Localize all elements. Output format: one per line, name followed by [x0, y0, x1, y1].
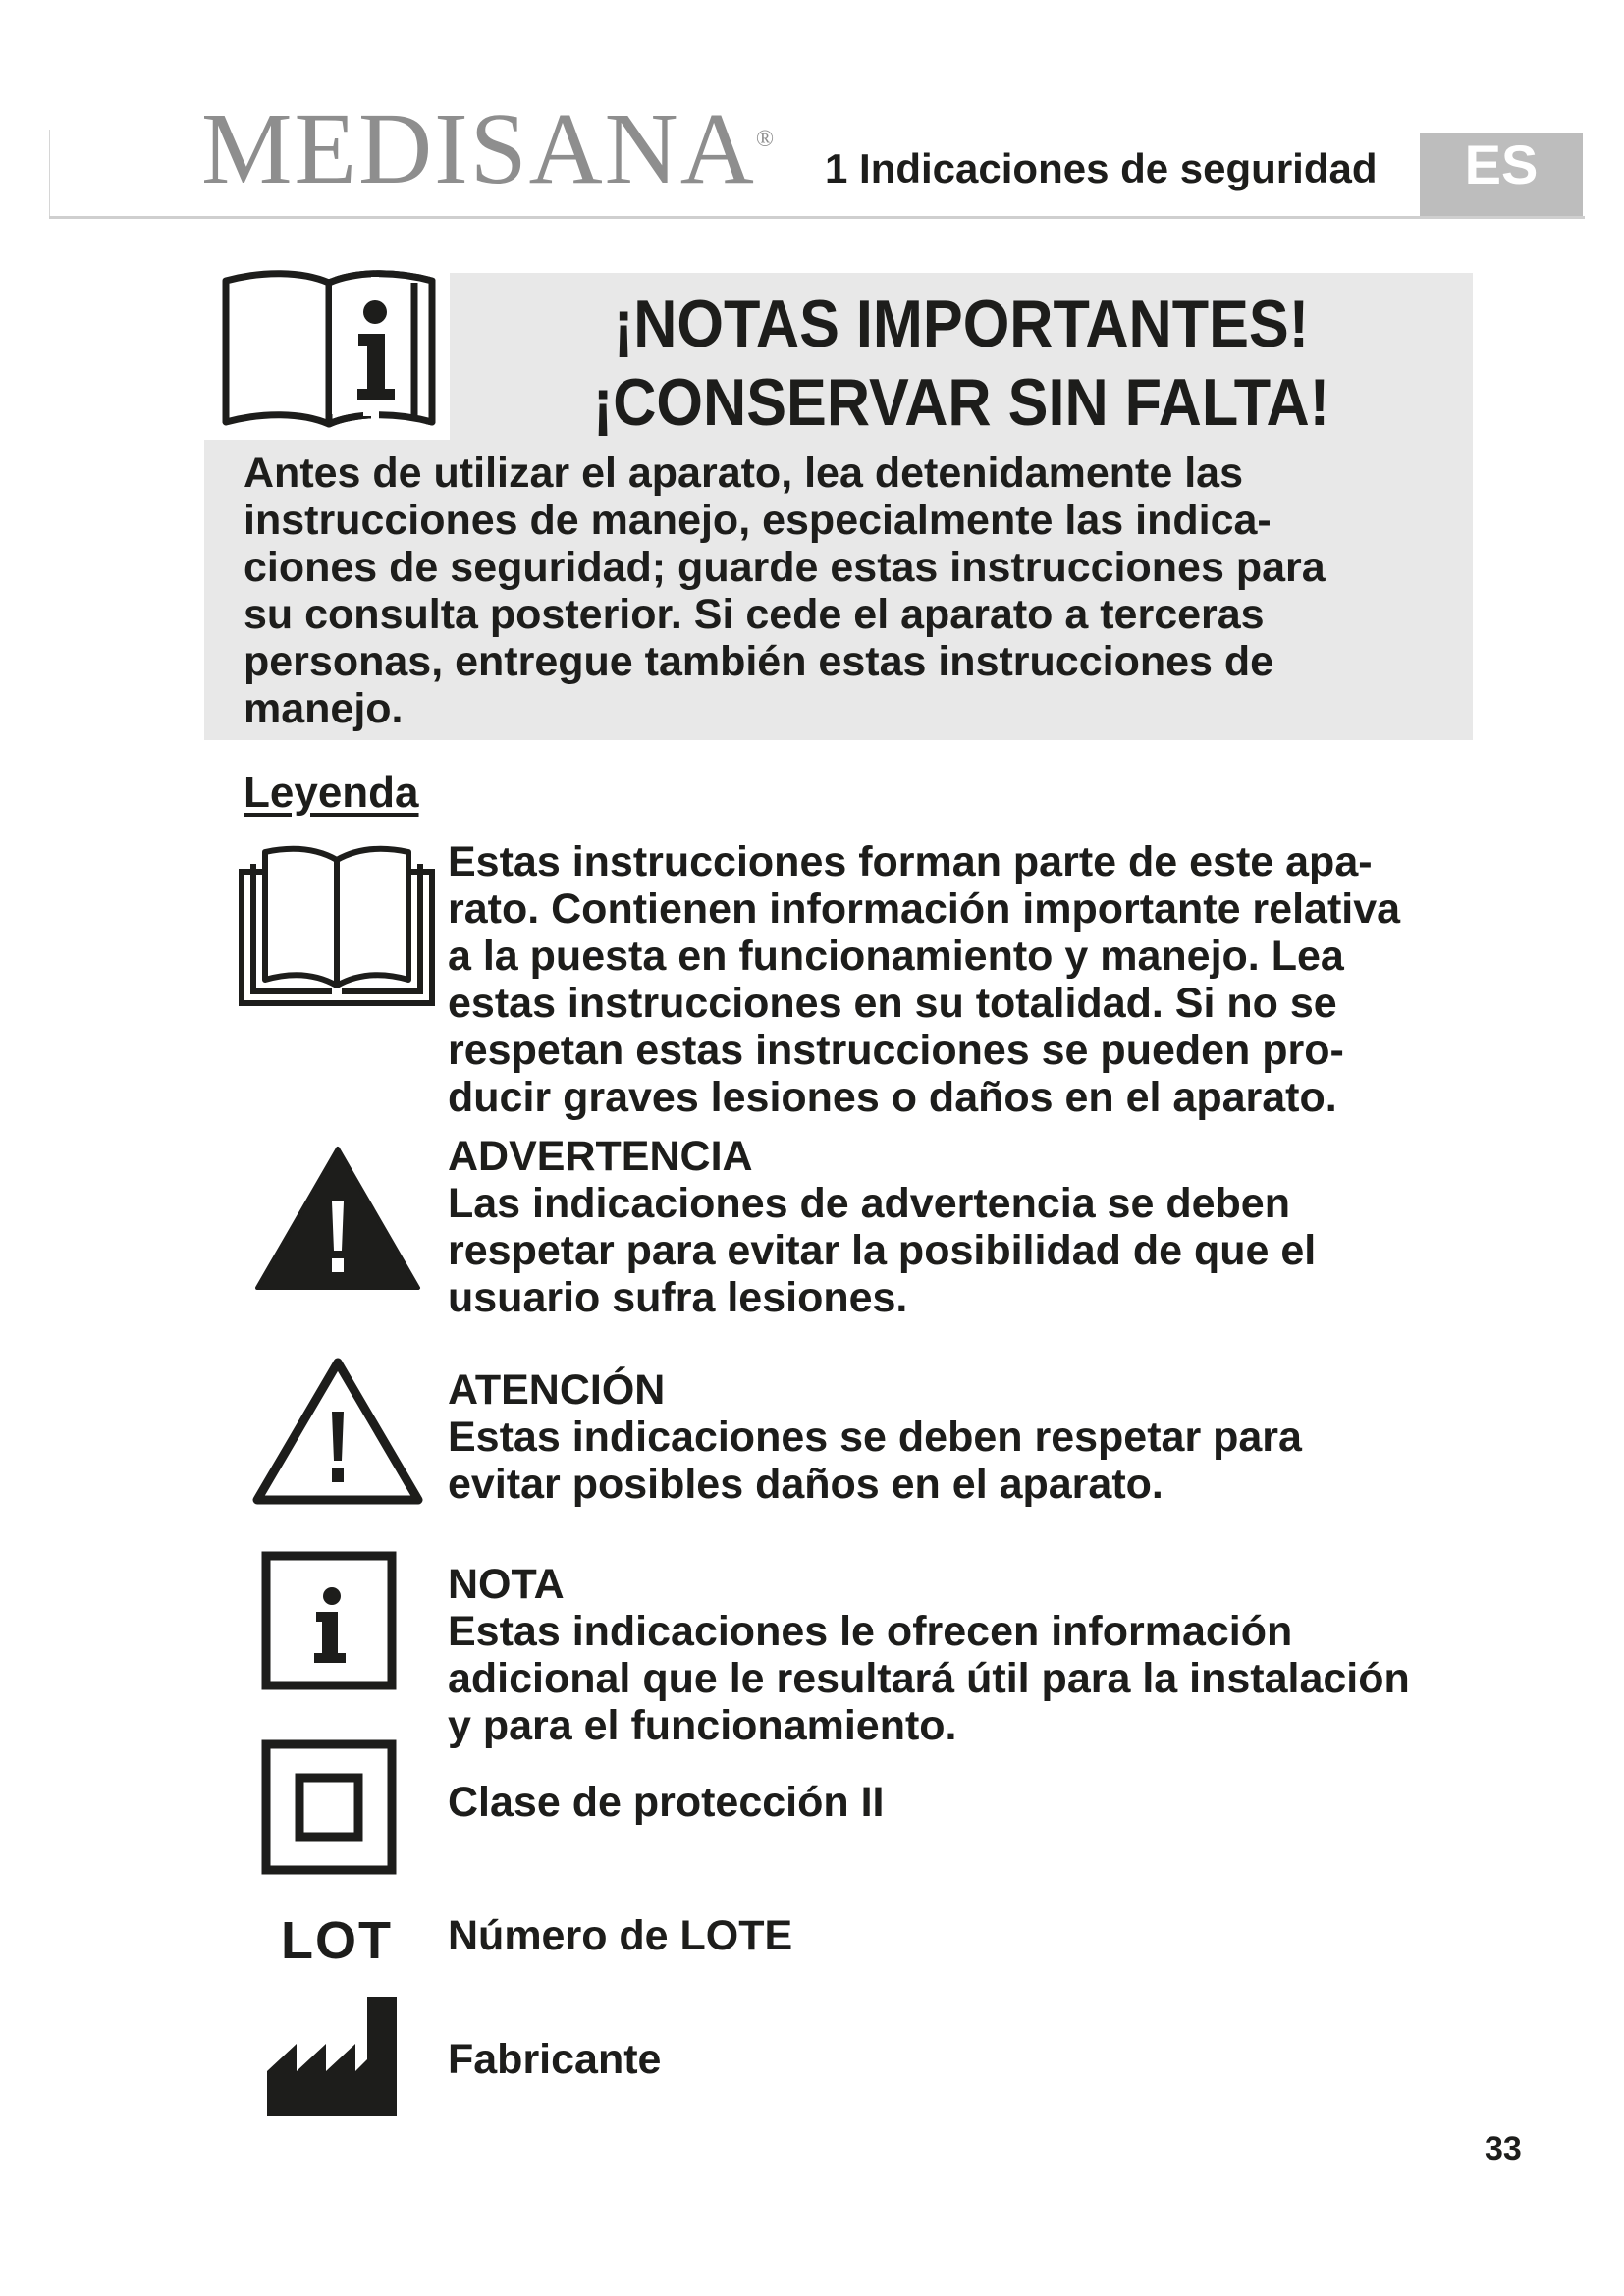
page-number: 33 — [1485, 2130, 1522, 2167]
language-badge: ES — [1420, 133, 1583, 216]
notice-title-line: ¡CONSERVAR SIN FALTA! — [592, 365, 1330, 440]
legend-entry-line: Estas instrucciones forman parte de este apa- — [448, 838, 1373, 885]
legend-entry-line: respetar para evitar la posibilidad de que el — [448, 1227, 1317, 1274]
legend-entry-line: y para el funcionamiento. — [448, 1702, 957, 1749]
notice-title — [501, 285, 1422, 442]
header-divider — [49, 216, 1585, 219]
open-book-icon — [238, 842, 436, 1007]
lot-icon: LOT — [281, 1911, 393, 1970]
legend-entry-text — [448, 1912, 792, 1959]
caution-outline-triangle-icon — [251, 1355, 424, 1506]
legend-entry-text — [448, 1366, 1302, 1508]
legend-entry-line: Estas indicaciones le ofrecen información — [448, 1608, 1293, 1655]
legend-entry-text — [448, 1561, 1410, 1749]
notice-text-line: ciones de seguridad; guarde estas instrucciones para — [244, 544, 1326, 591]
legend-entry-text — [448, 1779, 884, 1826]
legend-entry-line: Clase de protección II — [448, 1779, 885, 1826]
legend-entry-title: ATENCIÓN — [448, 1366, 666, 1414]
legend-entry-line: estas instrucciones en su totalidad. Si no se — [448, 980, 1337, 1027]
legend-entry-line: usuario sufra lesiones. — [448, 1274, 908, 1321]
legend-entry-line: adicional que le resultará útil para la instalación — [448, 1655, 1410, 1702]
notice-text-line: personas, entregue también estas instrucciones de — [244, 638, 1274, 685]
warning-filled-triangle-icon — [253, 1145, 422, 1292]
info-box-icon — [261, 1551, 397, 1690]
legend-entry-line: a la puesta en funcionamiento y manejo. Lea — [448, 933, 1344, 980]
legend-entry-line: evitar posibles daños en el aparato. — [448, 1461, 1164, 1508]
notice-text-line: su consulta posterior. Si cede el aparato a terceras — [244, 591, 1265, 638]
notice-title-line: ¡NOTAS IMPORTANTES! — [613, 287, 1310, 361]
legend-entry-line: respetan estas instrucciones se pueden pro- — [448, 1027, 1344, 1074]
legend-entry-line: Número de LOTE — [448, 1912, 793, 1959]
legend-entry-line: ducir graves lesiones o daños en el aparato. — [448, 1074, 1337, 1121]
legend-entry-line: Fabricante — [448, 2036, 662, 2083]
notice-text — [244, 450, 1451, 732]
notice-text-line: manejo. — [244, 685, 404, 732]
notice-text-line: Antes de utilizar el aparato, lea detenidamente las — [244, 450, 1243, 497]
legend-entry-title: ADVERTENCIA — [448, 1133, 753, 1180]
brand-logo: MEDISANA® — [201, 92, 777, 205]
manufacturer-icon — [265, 1995, 399, 2118]
section-title: 1 Indicaciones de seguridad — [825, 145, 1378, 191]
legend-heading: Leyenda — [244, 769, 419, 817]
legend-entry-line: Estas indicaciones se deben respetar para — [448, 1414, 1302, 1461]
legend-entry-line: Las indicaciones de advertencia se deben — [448, 1180, 1290, 1227]
protection-class-ii-icon — [261, 1739, 397, 1875]
notice-text-line: instrucciones de manejo, especialmente las indica- — [244, 497, 1272, 544]
header-divider-vertical — [49, 130, 50, 216]
legend-entry-text — [448, 838, 1400, 1121]
legend-entry-text — [448, 2036, 661, 2083]
legend-entry-line: rato. Contienen información importante relativa — [448, 885, 1401, 933]
legend-entry-text — [448, 1133, 1316, 1321]
read-instructions-info-icon — [218, 269, 440, 434]
legend-entry-title: NOTA — [448, 1561, 565, 1608]
